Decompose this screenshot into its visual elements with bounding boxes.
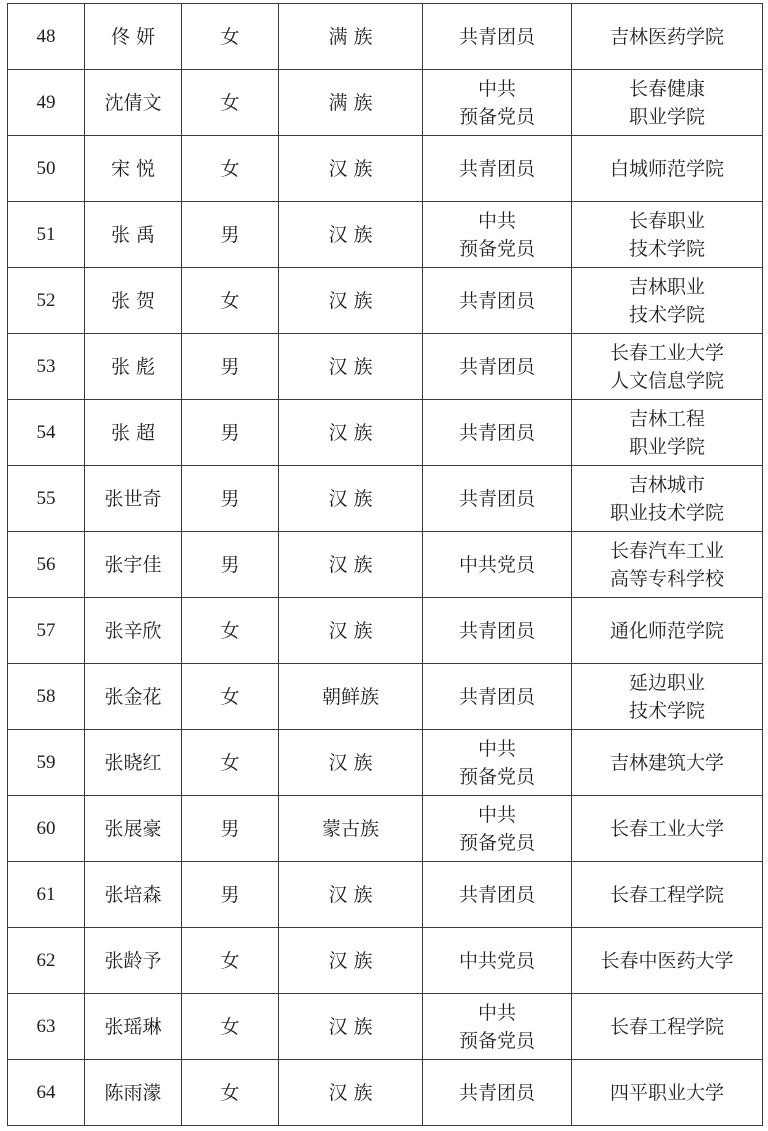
political-status-cell: 中共 预备党员 — [423, 994, 572, 1060]
ethnicity-cell: 汉 族 — [279, 202, 423, 268]
roster-table — [7, 3, 763, 1126]
name-cell: 张世奇 — [85, 466, 182, 532]
name-cell: 张辛欣 — [85, 598, 182, 664]
school-cell: 四平职业大学 — [572, 1060, 763, 1126]
row-number-cell: 63 — [8, 994, 85, 1060]
political-status-cell: 中共 预备党员 — [423, 70, 572, 136]
row-number-cell: 51 — [8, 202, 85, 268]
table-row — [8, 664, 763, 730]
name-cell: 张 禹 — [85, 202, 182, 268]
gender-cell: 女 — [182, 70, 279, 136]
ethnicity-cell: 汉 族 — [279, 994, 423, 1060]
row-number-cell: 49 — [8, 70, 85, 136]
table-row — [8, 730, 763, 796]
row-number-cell: 52 — [8, 268, 85, 334]
gender-cell: 女 — [182, 1060, 279, 1126]
ethnicity-cell: 满 族 — [279, 4, 423, 70]
gender-cell: 女 — [182, 598, 279, 664]
table-row — [8, 1060, 763, 1126]
political-status-cell: 共青团员 — [423, 334, 572, 400]
ethnicity-cell: 汉 族 — [279, 862, 423, 928]
name-cell: 张 超 — [85, 400, 182, 466]
school-cell: 长春汽车工业 高等专科学校 — [572, 532, 763, 598]
name-cell: 陈雨濛 — [85, 1060, 182, 1126]
political-status-cell: 共青团员 — [423, 664, 572, 730]
gender-cell: 男 — [182, 334, 279, 400]
row-number-cell: 56 — [8, 532, 85, 598]
name-cell: 张 彪 — [85, 334, 182, 400]
table-row — [8, 598, 763, 664]
row-number-cell: 61 — [8, 862, 85, 928]
row-number-cell: 55 — [8, 466, 85, 532]
name-cell: 张晓红 — [85, 730, 182, 796]
political-status-cell: 共青团员 — [423, 268, 572, 334]
name-cell: 张龄予 — [85, 928, 182, 994]
ethnicity-cell: 汉 族 — [279, 730, 423, 796]
ethnicity-cell: 汉 族 — [279, 136, 423, 202]
gender-cell: 男 — [182, 532, 279, 598]
gender-cell: 男 — [182, 862, 279, 928]
gender-cell: 女 — [182, 136, 279, 202]
school-cell: 吉林医药学院 — [572, 4, 763, 70]
row-number-cell: 48 — [8, 4, 85, 70]
table-row — [8, 202, 763, 268]
political-status-cell: 共青团员 — [423, 400, 572, 466]
table-row — [8, 994, 763, 1060]
table-row — [8, 862, 763, 928]
school-cell: 长春工业大学 — [572, 796, 763, 862]
table-row — [8, 136, 763, 202]
ethnicity-cell: 朝鲜族 — [279, 664, 423, 730]
school-cell: 吉林建筑大学 — [572, 730, 763, 796]
name-cell: 张金花 — [85, 664, 182, 730]
name-cell: 张瑶琳 — [85, 994, 182, 1060]
row-number-cell: 62 — [8, 928, 85, 994]
name-cell: 张培森 — [85, 862, 182, 928]
table-row — [8, 928, 763, 994]
ethnicity-cell: 汉 族 — [279, 268, 423, 334]
political-status-cell: 中共 预备党员 — [423, 730, 572, 796]
political-status-cell: 共青团员 — [423, 862, 572, 928]
ethnicity-cell: 汉 族 — [279, 532, 423, 598]
ethnicity-cell: 汉 族 — [279, 334, 423, 400]
name-cell: 张 贺 — [85, 268, 182, 334]
political-status-cell: 共青团员 — [423, 4, 572, 70]
school-cell: 吉林城市 职业技术学院 — [572, 466, 763, 532]
row-number-cell: 60 — [8, 796, 85, 862]
school-cell: 长春工程学院 — [572, 862, 763, 928]
table-row — [8, 400, 763, 466]
school-cell: 长春工业大学 人文信息学院 — [572, 334, 763, 400]
political-status-cell: 共青团员 — [423, 1060, 572, 1126]
roster-table-body — [8, 4, 763, 1126]
school-cell: 通化师范学院 — [572, 598, 763, 664]
gender-cell: 男 — [182, 466, 279, 532]
political-status-cell: 中共 预备党员 — [423, 202, 572, 268]
name-cell: 张展豪 — [85, 796, 182, 862]
school-cell: 长春健康 职业学院 — [572, 70, 763, 136]
political-status-cell: 共青团员 — [423, 598, 572, 664]
ethnicity-cell: 汉 族 — [279, 1060, 423, 1126]
school-cell: 白城师范学院 — [572, 136, 763, 202]
row-number-cell: 58 — [8, 664, 85, 730]
school-cell: 长春工程学院 — [572, 994, 763, 1060]
political-status-cell: 中共党员 — [423, 532, 572, 598]
name-cell: 佟 妍 — [85, 4, 182, 70]
gender-cell: 女 — [182, 730, 279, 796]
table-row — [8, 532, 763, 598]
ethnicity-cell: 汉 族 — [279, 400, 423, 466]
school-cell: 长春职业 技术学院 — [572, 202, 763, 268]
row-number-cell: 64 — [8, 1060, 85, 1126]
political-status-cell: 中共党员 — [423, 928, 572, 994]
school-cell: 吉林工程 职业学院 — [572, 400, 763, 466]
name-cell: 宋 悦 — [85, 136, 182, 202]
gender-cell: 女 — [182, 994, 279, 1060]
gender-cell: 女 — [182, 664, 279, 730]
ethnicity-cell: 满 族 — [279, 70, 423, 136]
political-status-cell: 中共 预备党员 — [423, 796, 572, 862]
name-cell: 沈倩文 — [85, 70, 182, 136]
row-number-cell: 50 — [8, 136, 85, 202]
row-number-cell: 59 — [8, 730, 85, 796]
school-cell: 吉林职业 技术学院 — [572, 268, 763, 334]
gender-cell: 女 — [182, 4, 279, 70]
gender-cell: 男 — [182, 400, 279, 466]
table-row — [8, 796, 763, 862]
ethnicity-cell: 汉 族 — [279, 466, 423, 532]
table-row — [8, 70, 763, 136]
school-cell: 延边职业 技术学院 — [572, 664, 763, 730]
row-number-cell: 54 — [8, 400, 85, 466]
school-cell: 长春中医药大学 — [572, 928, 763, 994]
gender-cell: 男 — [182, 796, 279, 862]
table-row — [8, 466, 763, 532]
row-number-cell: 57 — [8, 598, 85, 664]
ethnicity-cell: 汉 族 — [279, 598, 423, 664]
gender-cell: 女 — [182, 268, 279, 334]
gender-cell: 女 — [182, 928, 279, 994]
ethnicity-cell: 汉 族 — [279, 928, 423, 994]
gender-cell: 男 — [182, 202, 279, 268]
table-row — [8, 268, 763, 334]
table-row — [8, 334, 763, 400]
ethnicity-cell: 蒙古族 — [279, 796, 423, 862]
political-status-cell: 共青团员 — [423, 136, 572, 202]
table-row — [8, 4, 763, 70]
political-status-cell: 共青团员 — [423, 466, 572, 532]
row-number-cell: 53 — [8, 334, 85, 400]
name-cell: 张宇佳 — [85, 532, 182, 598]
